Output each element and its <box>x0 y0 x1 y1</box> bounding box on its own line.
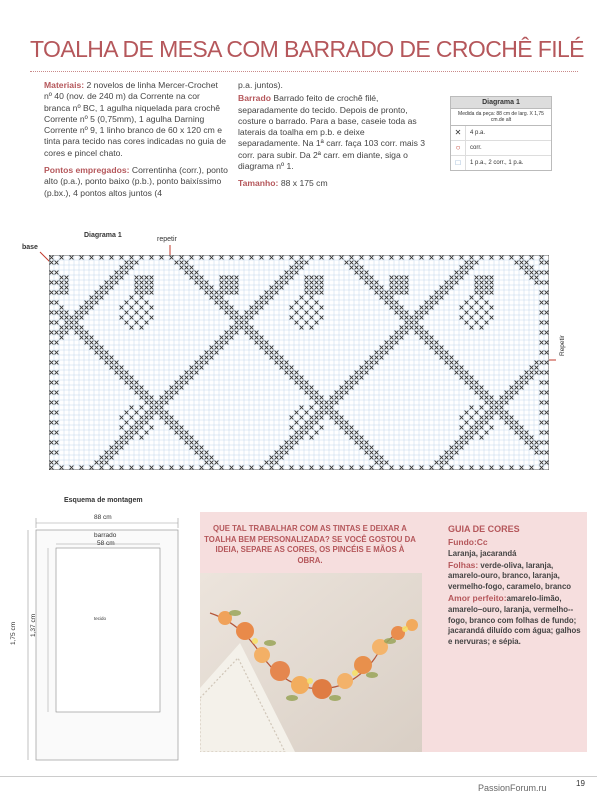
repeat-side-label: Repetir <box>559 335 566 356</box>
legend-text: 1 p.a., 2 corr., 1 p.a. <box>470 160 524 166</box>
oval-icon: ○ <box>451 141 466 155</box>
assembly-diagram <box>20 510 200 770</box>
watermark: PassionForum.ru <box>478 783 547 793</box>
footer-line <box>0 776 597 777</box>
page-title: TOALHA DE MESA COM BARRADO DE CROCHÊ FILÉ <box>30 36 584 62</box>
cross-icon: ✕ <box>451 126 466 140</box>
legend-measure: Medida da peça: 88 cm de larg. X 1,75 cm.de alt <box>451 109 551 126</box>
border-text: Barrado feito de crochê filé, separadamente do tecido. Depois de pronto, costure o barrado. Para a base, caseie toda as laterais da toalha em p.b. e deixe separadamente. Na 1ª carr. faça 103 corr. mais 3 corr. para subir. Da 2ª carr. em diante, siga o diagrama nº 1. <box>238 93 426 172</box>
legend-title: Diagrama 1 <box>451 97 551 109</box>
color-guide-body <box>448 537 584 648</box>
guide-value: Laranja, jacarandá <box>448 548 517 558</box>
materials-paragraph <box>44 80 228 159</box>
color-guide-title: GUIA DE CORES <box>448 524 520 534</box>
guide-entry <box>448 549 584 560</box>
guide-label: Amor perfeito: <box>448 592 507 603</box>
guide-value: verde-oliva, laranja, amarelo-ouro, branco, laranja, vermelho-fogo, caramelo, branco <box>448 560 572 592</box>
stitches-continued: p.a. juntos). <box>238 80 283 90</box>
guide-value: Cc <box>476 537 488 547</box>
middle-column <box>238 80 426 196</box>
assembly-center: tecido <box>94 616 107 621</box>
guide-entry <box>448 593 584 648</box>
border-label: Barrado <box>238 93 271 104</box>
diagram-label: Diagrama 1 <box>84 232 122 239</box>
stitches-text: Correntinha (corr.), ponto alto (p.a.), ponto baixo (p.b.), ponto baixíssimo (p.bx.), 4 pontos altos juntos (4 <box>44 165 228 198</box>
filet-chart <box>49 255 549 470</box>
guide-entry <box>448 537 584 549</box>
legend-row <box>451 156 551 170</box>
painting-tip: QUE TAL TRABALHAR COM AS TINTAS E DEIXAR A TOALHA BEM PERSONALIZADA? SE VOCÊ GOSTOU DA IDEIA, SEPARE AS CORES, OS PINCÉIS E MÃOS À OBRA. <box>204 524 416 565</box>
assembly-inner-width: 58 cm <box>97 540 115 547</box>
legend-text: 4 p.a. <box>470 130 486 136</box>
square-icon: □ <box>451 156 466 170</box>
repeat-label: repetir <box>157 236 177 243</box>
materials-text: 2 novelos de linha Mercer-Crochet nº 40 (nov. de 240 m) da Corrente na cor branca nº BC, 1 agulha niquelada para crochê Corrente nº 5 (0,75mm), 1 agulha Darning Corrente nº 9, 1 linho branco de 60 x 120 cm e tinta para tecido nas cores indicadas no guia de cores e pincel chato. <box>44 80 227 158</box>
assembly-width: 88 cm <box>94 514 112 521</box>
stitches-paragraph <box>44 165 228 199</box>
legend-text: corr. <box>470 145 482 151</box>
guide-label: Fundo: <box>448 537 477 547</box>
size-label: Tamanho: <box>238 178 279 189</box>
size-paragraph <box>238 178 426 189</box>
legend-row <box>451 141 551 156</box>
guide-value: amarelo-limão, amarelo–ouro, laranja, vermelho--fogo, branco com folhas de fundo; jacarandá diluído com água; galhos e nervuras; e sépia. <box>448 593 581 647</box>
base-label: base <box>22 244 38 251</box>
size-text: 88 x 175 cm <box>280 178 328 189</box>
page-number: 19 <box>576 779 585 788</box>
guide-label: Folhas: <box>448 559 479 570</box>
guide-entry <box>448 560 584 593</box>
assembly-inner-height: 1,37 cm <box>30 613 37 637</box>
left-column <box>44 80 228 205</box>
title-divider <box>30 71 578 72</box>
border-paragraph <box>238 93 426 172</box>
legend-row <box>451 126 551 141</box>
assembly-border-label: barrado <box>94 532 117 539</box>
assembly-title: Esquema de montagem <box>64 497 143 504</box>
painted-tablecloth-photo <box>200 573 422 752</box>
assembly-height: 1,75 cm <box>10 621 17 645</box>
legend-box <box>450 96 552 171</box>
materials-label: Materiais: <box>44 80 85 90</box>
stitches-label: Pontos empregados: <box>44 165 130 176</box>
